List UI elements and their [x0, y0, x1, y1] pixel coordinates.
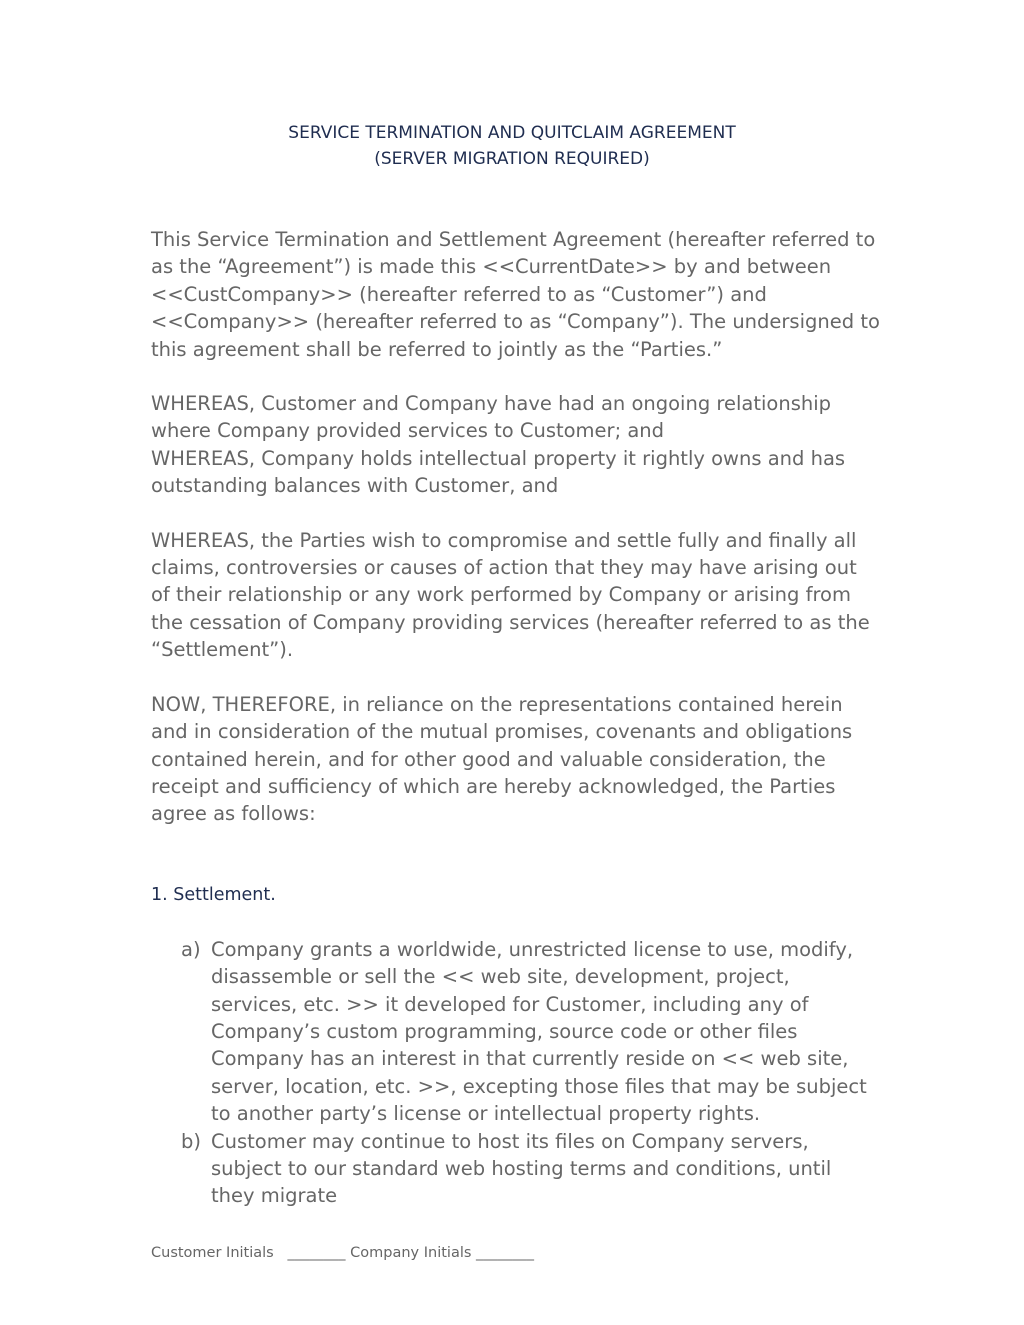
list-marker: b): [181, 1129, 201, 1153]
spacer: [151, 363, 881, 390]
list-item-text: Company grants a worldwide, unrestricted license to use, modify, disassemble or sell the << web site, development, project, services, etc. >> it developed for Customer, including any of Company’s custom programming, source code or other files Company has an interest in that currently reside on << web site, server, location, etc. >>, excepting those files that may be subject to another party’s license or intellectual property rights.: [211, 937, 867, 1126]
document-body: [151, 226, 881, 1210]
intro-paragraph: This Service Termination and Settlement Agreement (hereafter referred to as the “Agreement”) is made this <<CurrentDate>> by and between <<CustCompany>> (hereafter referred to as “Customer”) and <<Company>> (hereafter referred to as “Company”). The undersigned to this agreement shall be referred to jointly as the “Parties.”: [151, 228, 880, 361]
whereas-paragraph-1: WHEREAS, Customer and Company have had an ongoing relationship where Company provided services to Customer; and: [151, 392, 832, 443]
initials-footer: Customer Initials ________ Company Initials ________: [151, 1245, 535, 1261]
spacer: [151, 909, 881, 936]
whereas-paragraph-3: WHEREAS, the Parties wish to compromise and settle fully and finally all claims, controversies or causes of action that they may have arising out of their relationship or any work performed by Company or arising from the cessation of Company providing services (hereafter referred to as the “Settlement”).: [151, 528, 870, 662]
section-heading-settlement: 1. Settlement.: [151, 884, 276, 905]
list-item: [151, 936, 881, 1128]
list-marker: a): [181, 937, 201, 961]
list-item-text: Customer may continue to host its files on Company servers, subject to our standard web hosting terms and conditions, until they migrate: [211, 1129, 832, 1208]
spacer: [151, 664, 881, 691]
document-title: SERVICE TERMINATION AND QUITCLAIM AGREEMENT: [288, 123, 736, 143]
now-therefore-paragraph: NOW, THEREFORE, in reliance on the representations contained herein and in consideration of the mutual promises, covenants and obligations contained herein, and for other good and valuable consideration, the receipt and sufficiency of which are hereby acknowledged, the Parties agree as follows:: [151, 692, 853, 826]
spacer: [151, 500, 881, 527]
document-subtitle: (SERVER MIGRATION REQUIRED): [374, 149, 650, 169]
whereas-paragraph-2: WHEREAS, Company holds intellectual property it rightly owns and has outstanding balances with Customer, and: [151, 446, 846, 498]
spacer: [151, 828, 881, 882]
list-item: [151, 1128, 881, 1210]
